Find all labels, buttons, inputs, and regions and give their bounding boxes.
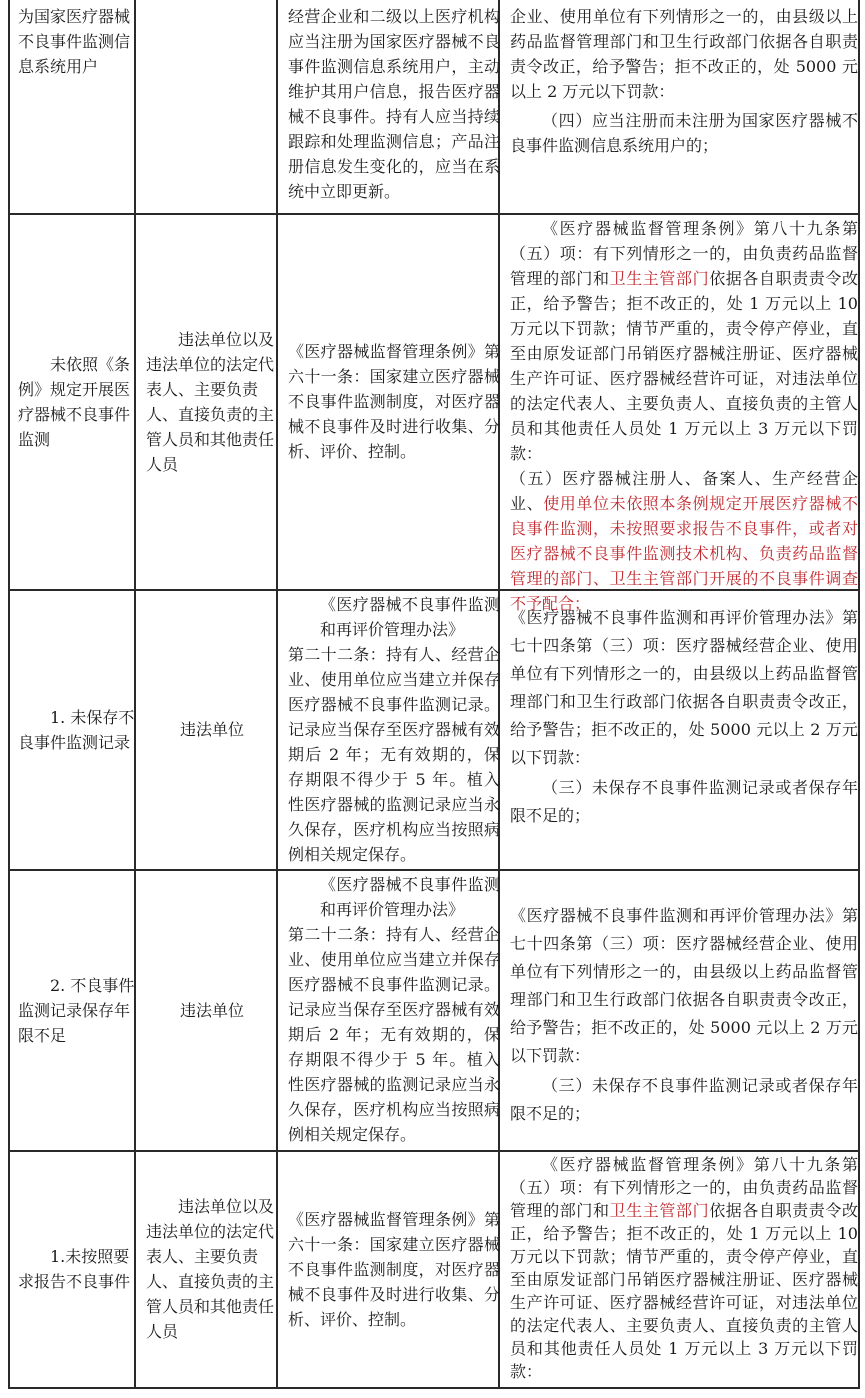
table-cell-violation [18, 1151, 136, 1387]
subject-text: 违法单位 [179, 1000, 244, 1020]
violation-text: 未依照《条例》规定开展医疗器械不良事件监测 [18, 354, 131, 449]
penalty-paragraph: 《医疗器械不良事件监测和再评价管理办法》第七十四条第（三）项：医疗器械经营企业、使用单位有下列情形之一的，由县级以上药品监督管理部门和卫生行政部门依据各自职责责令改正，给予警告；拒不改正的，处 5000 元以上 2 万元以下罚款： [510, 906, 858, 1065]
table-cell-penalty [510, 604, 858, 830]
highlighted-authority: 卫生主管部门 [609, 1201, 710, 1220]
highlighted-clause: 使用单位未依照本条例规定开展医疗器械不良事件监测，未按照要求报告不良事件，或者对医疗器械不良事件监测技术机构、负责药品监督管理的部门、卫生主管部门开展的不良事件调查不予配合； [510, 494, 858, 613]
subject-text: 违法单位 [179, 720, 244, 739]
penalty-paragraph [510, 1153, 858, 1383]
penalty-clause: （四）应当注册而未注册为国家医疗器械不良事件监测信息系统用户的； [510, 111, 858, 155]
penalty-paragraph [510, 216, 858, 466]
violation-text: 1.未按照要求报告不良事件 [18, 1247, 131, 1291]
legal-basis-text: 第二十二条：持有人、经营企业、使用单位应当建立并保存医疗器械不良事件监测记录。记录应当保存至医疗器械有效期后 2 年；无有效期的，保存期限不得少于 5 年。植入性医疗器械的监测记录应当永久保存，医疗机构应当按照病例相关规定保存。 [288, 645, 500, 864]
table-cell-legal-basis [288, 592, 500, 867]
penalty-paragraph: 《医疗器械不良事件监测和再评价管理办法》第七十四条第（三）项：医疗器械经营企业、使用单位有下列情形之一的，由县级以上药品监督管理部门和卫生行政部门依据各自职责责令改正，给予警告；拒不改正的，处 5000 元以上 2 万元以下罚款： [510, 608, 858, 767]
penalty-clause-text: （五）医疗器械注册人、备案人、生产经营企业、 [510, 469, 858, 513]
penalty-clause [510, 466, 858, 616]
table-cell-subject [146, 590, 278, 869]
penalty-clause: （三）未保存不良事件监测记录或者保存年限不足的； [510, 778, 858, 825]
table-cell-legal-basis [288, 872, 500, 1147]
legal-basis-text: 《医疗器械监督管理条例》第六十一条：国家建立医疗器械不良事件监测制度，对医疗器械不良事件及时进行收集、分析、评价、控制。 [288, 1209, 500, 1329]
table-border-bottom [8, 1387, 860, 1389]
penalty-text: 依据各自职责责令改正，给予警告；拒不改正的，处 1 万元以上 10 万元以下罚款；情节严重的，责令停产停业，直至由原发证部门吊销医疗器械注册证、医疗器械生产许可证、医疗器械经营许可证，对违法单位的法定代表人、主要负责人、直接负责的主管人员和其他责任人员处 1 万元以上 3 万元以下罚款： [510, 269, 858, 463]
table-border-left [8, 0, 10, 1389]
table-border-right [858, 0, 860, 1389]
penalty-text: 《医疗器械监督管理条例》第八十九条第（五）项：有下列情形之一的，由负责药品监督管理的部门和 [510, 1155, 858, 1220]
table-cell-penalty [510, 1153, 858, 1383]
table-cell-violation [18, 214, 136, 589]
table-cell-violation [18, 870, 136, 1150]
table-cell-violation: 为国家医疗器械不良事件监测信息系统用户 [18, 7, 131, 76]
table-cell-penalty [510, 902, 858, 1128]
table-cell-subject [146, 214, 278, 589]
table-cell-legal-basis [288, 214, 500, 589]
table-cell-violation [18, 590, 136, 869]
table-cell-subject [146, 1151, 278, 1387]
violation-text: 1. 未保存不良事件监测记录 [18, 707, 135, 752]
subject-text: 违法单位以及违法单位的法定代表人、主要负责人、直接负责的主管人员和其他责任人员 [146, 1197, 275, 1341]
penalty-text: 依据各自职责责令改正，给予警告；拒不改正的，处 1 万元以上 10 万元以下罚款；情节严重的，责令停产停业，直至由原发证部门吊销医疗器械注册证、医疗器械生产许可证、医疗器械经营许可证，对违法单位的法定代表人、主要负责人、直接负责的主管人员和其他责任人员处 1 万元以上 3 万元以下罚款： [510, 1201, 858, 1381]
table-cell-legal-basis [288, 1151, 500, 1387]
penalty-table [8, 0, 860, 1389]
table-cell-subject [146, 870, 278, 1150]
legal-basis-text: 第二十二条：持有人、经营企业、使用单位应当建立并保存医疗器械不良事件监测记录。记录应当保存至医疗器械有效期后 2 年；无有效期的，保存期限不得少于 5 年。植入性医疗器械的监测记录应当永久保存，医疗机构应当按照病例相关规定保存。 [288, 925, 500, 1144]
legal-basis-text: 《医疗器械监督管理条例》第六十一条：国家建立医疗器械不良事件监测制度，对医疗器械不良事件及时进行收集、分析、评价、控制。 [288, 342, 500, 461]
penalty-paragraph: 企业、使用单位有下列情形之一的，由县级以上药品监督管理部门和卫生行政部门依据各自职责责令改正，给予警告；拒不改正的，处 5000 元以上 2 万元以下罚款： [510, 7, 858, 101]
table-cell-legal-basis: 经营企业和二级以上医疗机构应当注册为国家医疗器械不良事件监测信息系统用户，主动维护其用户信息，报告医疗器械不良事件。持有人应当持续跟踪和处理监测信息；产品注册信息发生变化的，应当在系统中立即更新。 [288, 7, 500, 201]
subject-text: 违法单位以及违法单位的法定代表人、主要负责人、直接负责的主管人员和其他责任人员 [146, 329, 275, 474]
penalty-clause: （三）未保存不良事件监测记录或者保存年限不足的； [510, 1076, 858, 1123]
legal-basis-title: 《医疗器械不良事件监测和再评价管理办法》 [320, 595, 500, 639]
highlighted-authority: 卫生主管部门 [609, 269, 710, 288]
legal-basis-title: 《医疗器械不良事件监测和再评价管理办法》 [320, 875, 500, 919]
table-cell-penalty [510, 216, 858, 616]
penalty-text: 《医疗器械监督管理条例》第八十九条第（五）项：有下列情形之一的，由负责药品监督管理的部门和 [510, 219, 858, 288]
violation-text: 2. 不良事件监测记录保存年限不足 [18, 975, 135, 1045]
table-cell-penalty [510, 4, 858, 158]
